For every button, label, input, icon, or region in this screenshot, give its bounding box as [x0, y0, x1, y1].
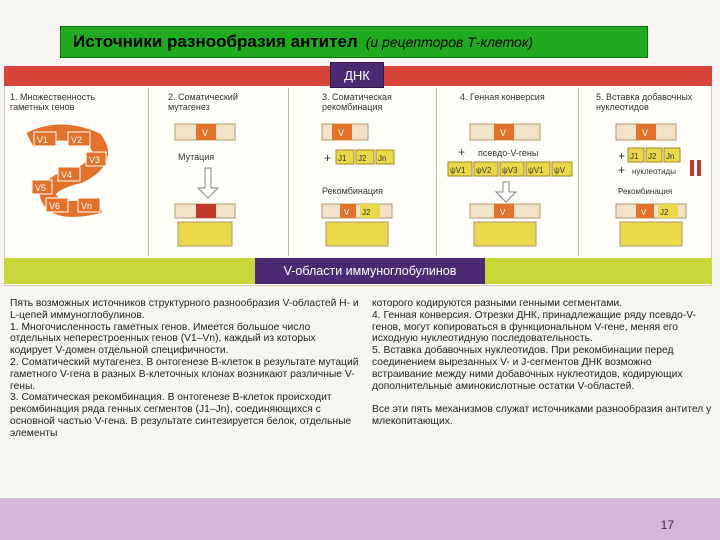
svg-text:J2: J2	[362, 208, 371, 217]
svg-text:+: +	[618, 163, 626, 177]
svg-text:V: V	[338, 128, 345, 138]
segment-label: V3	[89, 155, 101, 165]
pseudo-genes-label: псевдо-V-гены	[478, 148, 539, 158]
column-header-4: 4. Генная конверсия	[460, 92, 545, 102]
dna-label: ДНК	[330, 62, 384, 88]
mutation-label: Мутация	[178, 152, 215, 162]
svg-text:+: +	[458, 145, 466, 159]
svg-text:J2: J2	[648, 152, 657, 161]
segment-label: V2	[71, 135, 83, 145]
svg-text:V: V	[202, 128, 209, 138]
slide-subtitle: (и рецепторов Т-клеток)	[365, 34, 534, 50]
svg-text:J2: J2	[660, 208, 669, 217]
svg-text:ψV: ψV	[554, 166, 566, 175]
recombination-diagram	[322, 124, 394, 246]
svg-text:J2: J2	[358, 154, 367, 163]
svg-text:V: V	[344, 208, 350, 217]
svg-text:ψV2: ψV2	[476, 166, 492, 175]
nucleotide-insertion-diagram	[616, 124, 701, 246]
column-header-1: 1. Множественность гаметных генов	[10, 92, 95, 112]
column-header-3: 3. Соматическая рекомбинация	[322, 92, 392, 112]
gene-conversion-diagram	[448, 124, 572, 246]
v-regions-label: V-области иммуноглобулинов	[255, 258, 485, 284]
svg-text:+: +	[618, 149, 626, 163]
caption-right-column: которого кодируются разными генными сегментами. 4. Генная конверсия. Отрезки ДНК, принадлежащие ряду псевдо-V-генов, могут копироваться в функциональном V-гене, меняя его исходную нуклеотидную последовательность. 5. Вставка добавочных нуклеотидов. При рекомбинации перед соединением вырезанных V- и J-сегментов ДНК возможно встраивание между ними добавочных нуклеотидов, кодирующих дополнительные аминокислотные остатки V-областей. Все эти пять механизмов служат источниками разнообразия антител у млекопитающих.	[372, 298, 712, 427]
nucleotides-label: нуклеотиды	[632, 167, 676, 176]
svg-text:V: V	[642, 128, 649, 138]
svg-text:J1: J1	[630, 152, 639, 161]
svg-text:Jn: Jn	[666, 152, 675, 161]
germline-gene-coil	[30, 132, 106, 212]
svg-text:Jn: Jn	[378, 154, 387, 163]
segment-label: Vn	[81, 201, 93, 211]
segment-label: V5	[35, 183, 47, 193]
recombination-label: Рекомбинация	[618, 187, 673, 196]
segment-label: V4	[61, 170, 73, 180]
svg-text:V: V	[500, 208, 506, 217]
svg-text:J1: J1	[338, 154, 347, 163]
segment-label: V6	[49, 201, 61, 211]
svg-text:ψV3: ψV3	[502, 166, 518, 175]
recombination-label: Рекомбинация	[322, 186, 383, 196]
page-number: 17	[660, 518, 674, 532]
svg-text:ψV1: ψV1	[528, 166, 544, 175]
svg-text:ψV1: ψV1	[450, 166, 466, 175]
svg-text:V: V	[641, 208, 647, 217]
svg-text:+: +	[324, 151, 332, 165]
caption-left-column: Пять возможных источников структурного разнообразия V-областей Н- и L-цепей иммуноглобулинов. 1. Многочисленность гаметных генов. Имеется большое число отдельных непереcтроенных генов (V1–Vn), каждый из которых кодирует V-домен отдельной специфичности. 2. Соматический мутагенез. В онтогенезе В-клеток в результате мутаций гаметного V-гена в разных В-клеточных клонах возникают различные V-гены. 3. Соматическая рекомбинация. В онтогенезе В-клеток происходит рекомбинация ряда генных сегментов (J1–Jn), соединяющихся с основной частью V-гена. В результате синтезируется белок, отдельные элементы	[10, 298, 359, 439]
segment-label: V1	[37, 135, 49, 145]
somatic-mutation-diagram	[175, 124, 235, 246]
slide-title: Источники разнообразия антител	[73, 32, 358, 51]
svg-text:V: V	[500, 128, 507, 138]
column-header-2: 2. Соматический мутагенез	[168, 92, 238, 112]
footer-bar	[0, 498, 720, 540]
column-header-5: 5. Вставка добавочных нуклеотидов	[596, 92, 693, 112]
